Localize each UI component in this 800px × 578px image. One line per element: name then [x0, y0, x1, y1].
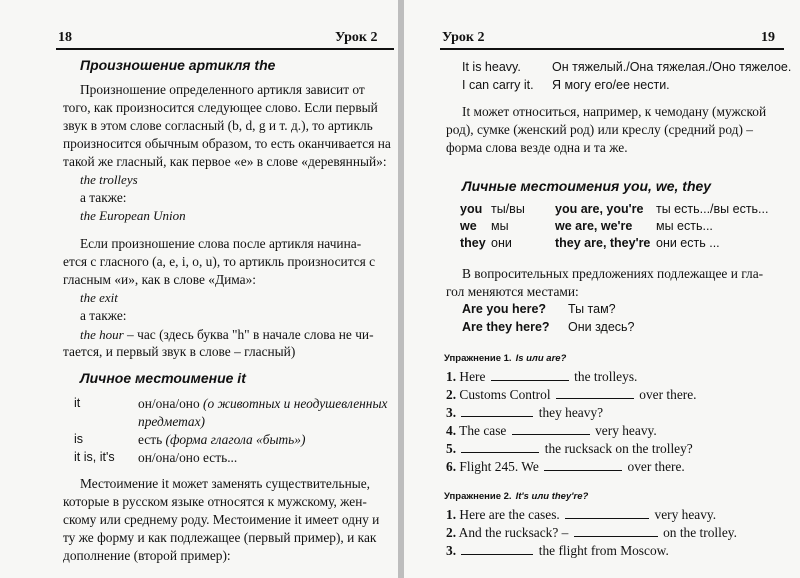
pronoun-ru: они: [491, 236, 512, 250]
example-the-hour-gloss: – час (здесь буква "h" в начале слова не чи-: [123, 327, 374, 342]
pronoun-form: you are, you're: [555, 202, 644, 216]
answer-blank[interactable]: [574, 524, 658, 537]
running-head-right: Урок 2: [442, 30, 485, 45]
running-head-left: Урок 2: [335, 30, 378, 45]
para-line: ту же форму и как подлежащее (первый пример), и как: [63, 530, 377, 545]
para-line: того, как произносится следующее слово. Если первый: [63, 100, 378, 115]
item-number: 6.: [446, 459, 457, 474]
also-label: а также:: [80, 308, 127, 323]
example-the-trolleys: the trolleys: [80, 172, 138, 187]
exercise-1-item-3: [446, 404, 603, 421]
pronoun-ru: [138, 432, 305, 448]
para-line: тается, и первый звук в слове – гласный): [63, 344, 296, 359]
pronoun-ru: он/она/оно есть...: [138, 450, 238, 465]
item-text-after: the rucksack on the trolley?: [544, 441, 693, 456]
item-number: 3.: [446, 405, 457, 420]
question-ru: Ты там?: [568, 302, 616, 316]
section-title-it: Личное местоимение it: [80, 370, 246, 386]
item-text-after: very heavy.: [595, 423, 657, 438]
pronoun-ru-main: есть: [138, 432, 166, 447]
answer-blank[interactable]: [491, 368, 569, 381]
question-en: Are they here?: [462, 320, 550, 334]
answer-blank[interactable]: [461, 404, 533, 417]
exercise-1-item-1: [446, 368, 637, 385]
left-page: [0, 0, 398, 578]
example-the-hour-line: [80, 326, 374, 344]
exercise-1-heading: [444, 348, 566, 366]
also-label: а также:: [80, 190, 127, 205]
pronoun-ru-note-cont: предметах): [138, 414, 206, 429]
exercise-2-item-3: [446, 542, 669, 559]
pronoun-trans: они есть ...: [656, 236, 720, 250]
item-number: 4.: [446, 423, 457, 438]
item-number: 5.: [446, 441, 457, 456]
exercise-1-item-5: [446, 440, 693, 457]
pronoun-ru: ты/вы: [491, 202, 525, 216]
example-ru: Он тяжелый./Она тяжелая./Оно тяжелое.: [552, 60, 792, 74]
para-line: такой же гласный, как первое «е» в слове «деревянный»:: [63, 154, 387, 169]
item-number: 2.: [446, 525, 457, 540]
answer-blank[interactable]: [565, 506, 649, 519]
item-text-after: the trolleys.: [574, 369, 638, 384]
para-line: дополнение (второй пример):: [63, 548, 231, 563]
example-en: I can carry it.: [462, 78, 534, 92]
item-text-before: Customs Control: [459, 387, 551, 402]
para-line: род), сумке (женский род) или креслу (средний род) –: [446, 122, 753, 137]
section-title-article: Произношение артикля the: [80, 57, 276, 73]
item-text-after: very heavy.: [654, 507, 717, 522]
answer-blank[interactable]: [556, 386, 634, 399]
para-line: форма слова везде одна и та же.: [446, 140, 628, 155]
exercise-2-heading: [444, 486, 588, 504]
pronoun-en: they: [460, 236, 486, 250]
section-title-you-we-they: Личные местоимения you, we, they: [462, 178, 712, 194]
item-text-after: the flight from Moscow.: [538, 543, 669, 558]
item-text-after: over there.: [639, 387, 697, 402]
item-text-before: Here are the cases.: [459, 507, 560, 522]
pronoun-en: it is, it's: [74, 450, 115, 464]
question-en: Are you here?: [462, 302, 547, 316]
pronoun-en: you: [460, 202, 483, 216]
exercise-1-task: Is или are?: [515, 353, 567, 364]
answer-blank[interactable]: [461, 440, 539, 453]
example-ru: Я могу его/ее нести.: [552, 78, 670, 92]
pronoun-ru-main: он/она/оно: [138, 396, 204, 411]
exercise-2-item-1: [446, 506, 716, 523]
pronoun-trans: ты есть.../вы есть...: [656, 202, 769, 216]
pronoun-form: they are, they're: [555, 236, 651, 250]
pronoun-form: we are, we're: [555, 219, 633, 233]
question-ru: Они здесь?: [568, 320, 635, 334]
exercise-2-label: Упражнение 2.: [444, 491, 512, 502]
item-text-before: The case: [459, 423, 507, 438]
item-text-after: over there.: [627, 459, 685, 474]
item-text-before: And the rucksack? –: [458, 525, 569, 540]
exercise-1-item-2: [446, 386, 697, 403]
pronoun-en: we: [460, 219, 477, 233]
item-number: 1.: [446, 507, 457, 522]
example-the-exit: the exit: [80, 290, 118, 305]
para-line: скому или среднему роду. Местоимение it имеет одну и: [63, 512, 380, 527]
para-line: гласным «и», как в слове «Дима»:: [63, 272, 256, 287]
item-text-before: Flight 245. We: [459, 459, 539, 474]
item-number: 3.: [446, 543, 457, 558]
pronoun-ru: мы: [491, 219, 509, 233]
header-rule-left: [56, 48, 394, 50]
page-number-right: 19: [761, 30, 775, 45]
answer-blank[interactable]: [544, 458, 622, 471]
para-line: произносится обычным образом, то есть оканчивается на: [63, 136, 391, 151]
pronoun-trans: мы есть...: [656, 219, 713, 233]
example-en: It is heavy.: [462, 60, 521, 74]
item-number: 1.: [446, 369, 457, 384]
para-line: It может относиться, например, к чемодану (мужской: [462, 104, 767, 119]
para-line: звук в этом слове согласный (b, d, g и т. д.), то артикль: [63, 118, 373, 133]
exercise-1-label: Упражнение 1.: [444, 353, 512, 364]
para-line: Если произношение слова после артикля начина-: [80, 236, 362, 251]
pronoun-ru: [138, 396, 387, 412]
item-text-before: Here: [459, 369, 486, 384]
exercise-1-item-4: [446, 422, 657, 439]
pronoun-ru-note: (форма глагола «быть»): [165, 432, 306, 447]
para-line: которые в русском языке относятся к мужскому, жен-: [63, 494, 367, 509]
header-rule-right: [440, 48, 784, 50]
exercise-2-task: It's или they're?: [515, 491, 589, 502]
item-text-after: they heavy?: [538, 405, 604, 420]
example-european-union: the European Union: [80, 208, 186, 223]
item-text-after: on the trolley.: [663, 525, 737, 540]
exercise-2-item-2: [446, 524, 737, 541]
exercise-1-item-6: [446, 458, 685, 475]
answer-blank[interactable]: [512, 422, 590, 435]
pronoun-en: is: [74, 432, 84, 446]
page-number-left: 18: [58, 30, 72, 45]
answer-blank[interactable]: [461, 542, 533, 555]
para-line: Местоимение it может заменять существительные,: [80, 476, 371, 491]
para-line: Произношение определенного артикля зависит от: [80, 82, 365, 97]
pronoun-en: it: [74, 396, 81, 410]
item-number: 2.: [446, 387, 457, 402]
para-line: В вопросительных предложениях подлежащее и гла-: [462, 266, 764, 281]
para-line: гол меняются местами:: [446, 284, 579, 299]
para-line: ется с гласного (a, e, i, o, u), то артикль произносится с: [63, 254, 376, 269]
pronoun-ru-note: (о животных и неодушевленных: [203, 396, 388, 411]
example-the-hour: the hour: [80, 327, 124, 342]
